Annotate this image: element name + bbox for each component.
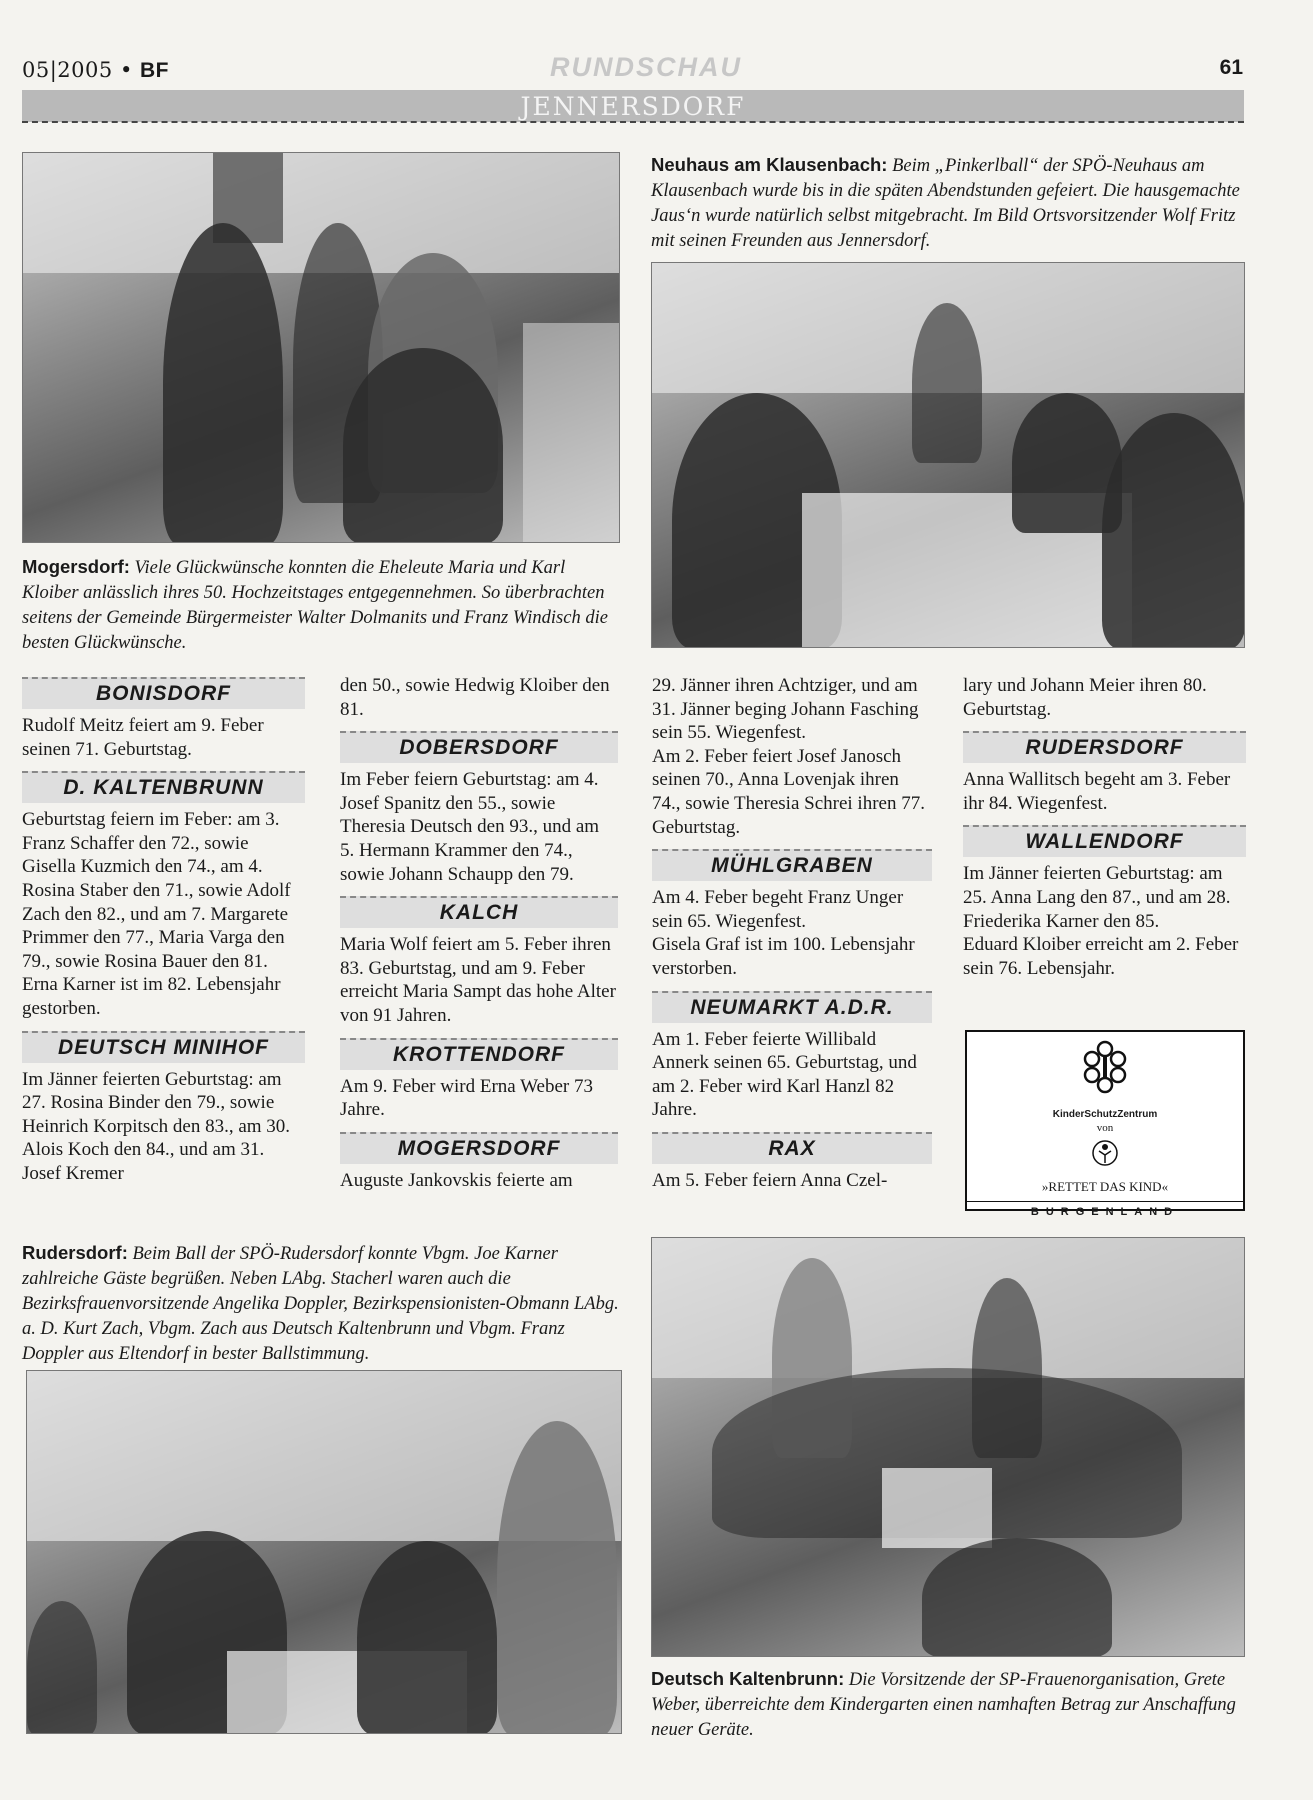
text-muehlgraben: Am 4. Feber begeht Franz Unger sein 65. Wiegenfest. <box>652 887 904 932</box>
text-wallendorf-2: Eduard Kloiber erreicht am 2. Feber sein 76. Lebensjahr. <box>963 934 1239 979</box>
logo-line-1: KinderSchutzZentrum <box>1052 1109 1158 1120</box>
column-2 <box>340 674 618 1192</box>
section-bar <box>22 90 1244 122</box>
photo-rudersdorf-ball <box>26 1370 622 1734</box>
text-rax-cont: lary und Johann Meier ihren 80. Geburtstag. <box>963 675 1207 720</box>
photo-kaltenbrunn-kindergarten <box>651 1237 1245 1657</box>
heading-deutsch-minihof: DEUTSCH MINIHOF <box>22 1031 305 1063</box>
issue-label: 05|2005 • BF <box>22 58 170 82</box>
text-neumarkt: Am 1. Feber feierte Willibald Annerk seinen 65. Geburtstag, und am 2. Feber wird Karl Hanzl 82 Jahre. <box>652 1028 917 1121</box>
page-number: 61 <box>1219 56 1243 79</box>
text-wallendorf: Im Jänner feierten Geburtstag: am 25. Anna Lang den 87., und am 28. Friederika Karner den 85. <box>963 863 1231 932</box>
logo-line-3: »RETTET DAS KIND« <box>1041 1179 1169 1194</box>
text-krottendorf: Am 9. Feber wird Erna Weber 73 Jahre. <box>340 1075 593 1121</box>
heading-wallendorf: WALLENDORF <box>963 825 1246 857</box>
heading-bonisdorf: BONISDORF <box>22 677 305 709</box>
photo-neuhaus-pinkerlball <box>651 262 1245 648</box>
photo-mogersdorf-couple <box>22 152 620 543</box>
heading-mogersdorf: MOGERSDORF <box>340 1132 618 1164</box>
child-emblem-icon <box>1090 1138 1120 1168</box>
caption-neuhaus: Neuhaus am Klausenbach: Beim „Pinkerlball“ der SPÖ-Neuhaus am Klausenbach wurde bis in die späten Abendstunden gefeiert. Die hausgemachte Jaus‘n wurde natürlich selbst mitgebracht. Im Bild Ortsvorsitzender Wolf Fritz mit seinen Freunden aus Jennersdorf. <box>651 154 1240 251</box>
heading-neumarkt: NEUMARKT A.D.R. <box>652 991 932 1023</box>
text-dobersdorf: Im Feber feiern Geburtstag: am 4. Josef Spanitz den 55., sowie Theresia Deutsch den 93., und am 5. Hermann Krammer den 74., sowie Johann Schaupp den 79. <box>340 769 600 885</box>
logo-line-2: von <box>1096 1122 1114 1134</box>
section-name: JENNERSDORF <box>520 92 746 121</box>
caption-mogersdorf: Mogersdorf: Viele Glückwünsche konnten die Eheleute Maria und Karl Kloiber anlässlich ihres 50. Hochzeitstages entgegennehmen. So überbrachten seitens der Gemeinde Bürgermeister Walter Dolmanits und Franz Windisch die besten Glückwünsche. <box>22 556 608 653</box>
heading-kalch: KALCH <box>340 896 618 928</box>
text-muehlgraben-2: Gisela Graf ist im 100. Lebensjahr verstorben. <box>652 934 915 979</box>
caption-rudersdorf: Rudersdorf: Beim Ball der SPÖ-Rudersdorf konnte Vbgm. Joe Karner zahlreiche Gäste begrüßen. Neben LAbg. Stacherl waren auch die Bezirksfrauenvorsitzende Angelika Doppler, Bezirkspensionisten-Obmann LAbg. a. D. Kurt Zach, Vbgm. Zach aus Deutsch Kaltenbrunn und Vbgm. Franz Doppler aus Eltendorf in bester Ballstimmung. <box>22 1242 619 1364</box>
kinderschutzzentrum-logo <box>965 1030 1245 1218</box>
text-rax: Am 5. Feber feiern Anna Czel- <box>652 1169 888 1191</box>
section-title-top: RUNDSCHAU <box>550 52 742 82</box>
heading-rax: RAX <box>652 1132 932 1164</box>
page-header <box>0 0 1313 130</box>
heading-dobersdorf: DOBERSDORF <box>340 731 618 763</box>
column-4 <box>963 674 1246 980</box>
text-mogersdorf: Auguste Jankovskis feierte am <box>340 1169 573 1191</box>
text-d-kaltenbrunn-2: Erna Karner ist im 82. Lebensjahr gestorben. <box>22 974 281 1019</box>
text-kalch: Maria Wolf feiert am 5. Feber ihren 83. Geburtstag, und am 9. Feber erreicht Maria Sampt das hohe Alter von 91 Jahren. <box>340 934 616 1026</box>
text-rudersdorf: Anna Wallitsch begeht am 3. Feber ihr 84. Wiegenfest. <box>963 769 1231 814</box>
text-minihof-cont: den 50., sowie Hedwig Kloiber den 81. <box>340 675 610 720</box>
text-mogersdorf-cont: 29. Jänner ihren Achtziger, und am 31. Jänner beging Johann Fasching sein 55. Wiegenfest. <box>652 675 919 744</box>
logo-line-4: BURGENLAND <box>967 1201 1243 1218</box>
heading-d-kaltenbrunn: D. KALTENBRUNN <box>22 771 305 803</box>
heading-rudersdorf: RUDERSDORF <box>963 731 1246 763</box>
heading-muehlgraben: MÜHLGRABEN <box>652 849 932 881</box>
header-rule <box>22 121 1244 123</box>
column-3 <box>652 674 932 1193</box>
flower-logo-icon <box>1079 1040 1131 1096</box>
caption-kaltenbrunn: Deutsch Kaltenbrunn: Die Vorsitzende der SP-Frauenorganisation, Grete Weber, überreichte dem Kindergarten einen namhaften Betrag zur Anschaffung neuer Geräte. <box>651 1668 1236 1740</box>
text-mogersdorf-cont-2: Am 2. Feber feiert Josef Janosch seinen 70., Anna Lovenjak ihren 74., sowie Theresia Schrei ihren 77. Geburtstag. <box>652 745 925 838</box>
column-1 <box>22 675 305 1186</box>
heading-krottendorf: KROTTENDORF <box>340 1038 618 1070</box>
text-deutsch-minihof: Im Jänner feierten Geburtstag: am 27. Rosina Binder den 79., sowie Heinrich Korpitsch den 83., am 30. Alois Koch den 84., und am 31. Josef Kremer <box>22 1068 291 1184</box>
text-d-kaltenbrunn: Geburtstag feiern im Feber: am 3. Franz Schaffer den 72., sowie Gisella Kuzmich den 74., am 4. Rosina Staber den 71., sowie Adolf Zach den 82., und am 7. Margarete Primmer den 77., Maria Varga den 79., sowie Rosina Bauer den 81. <box>22 809 291 972</box>
text-bonisdorf: Rudolf Meitz feiert am 9. Feber seinen 71. Geburtstag. <box>22 715 264 760</box>
